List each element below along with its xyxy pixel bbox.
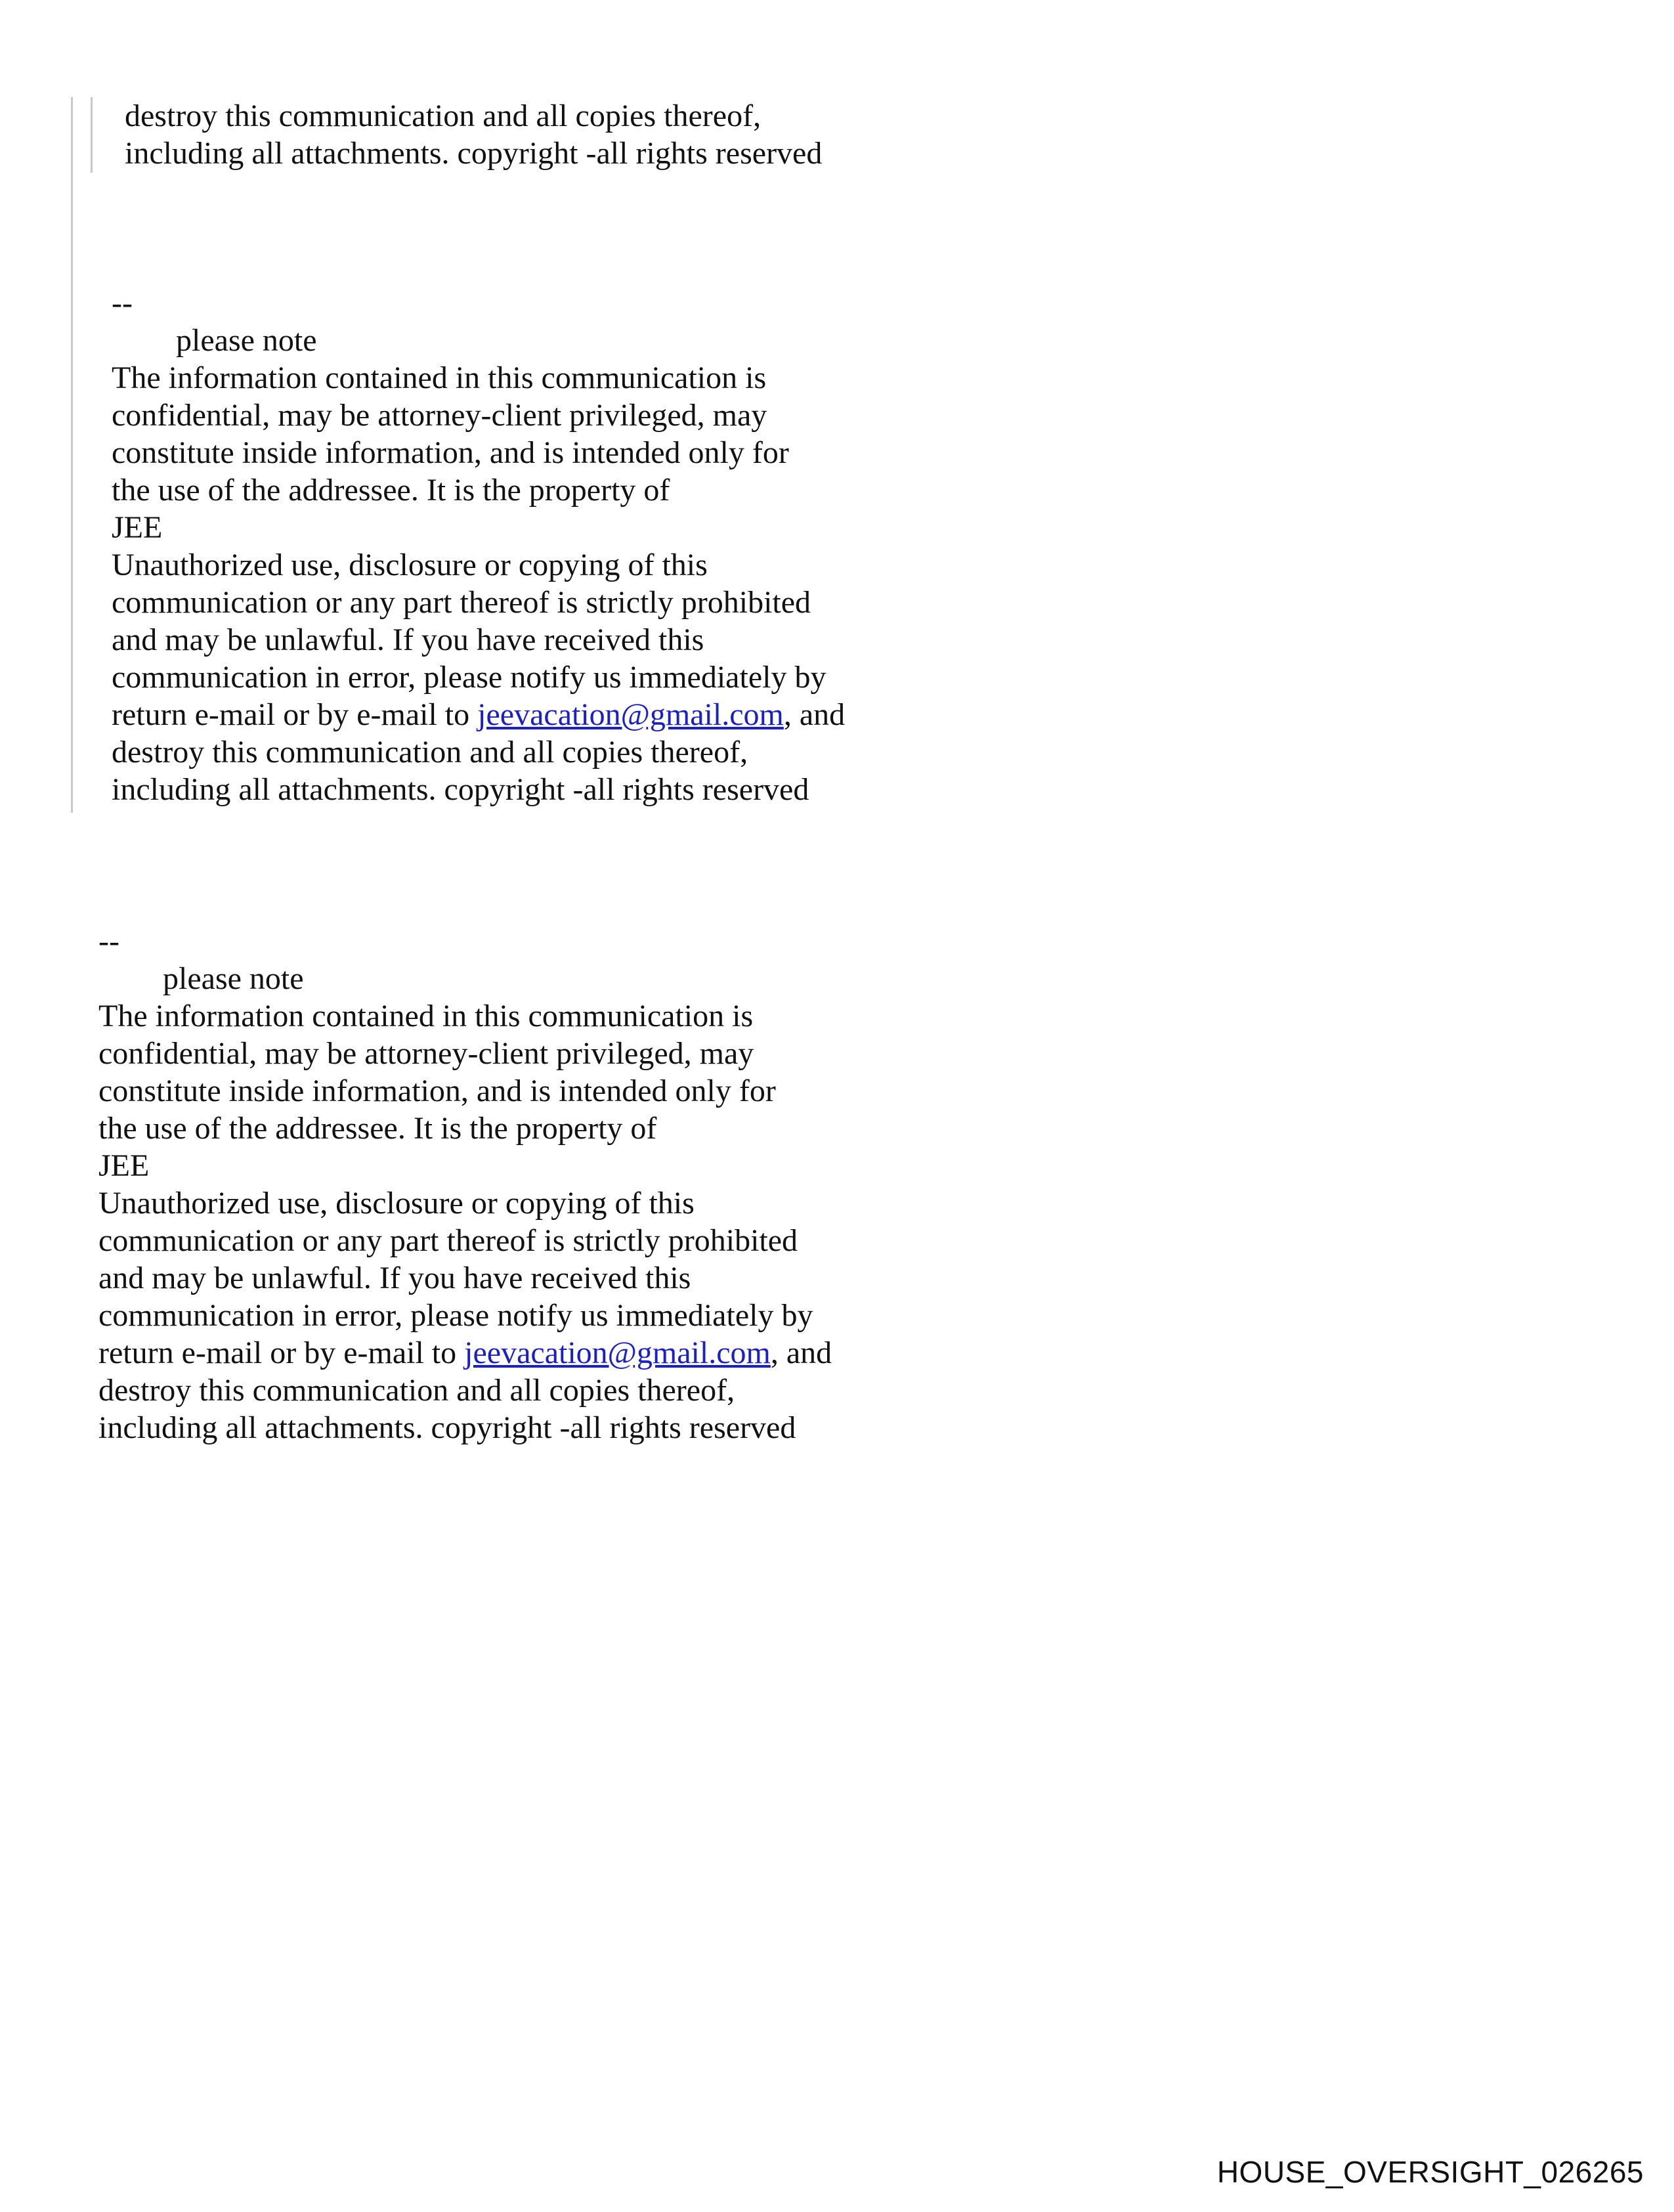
text-line: constitute inside information, and is intended only for bbox=[112, 435, 789, 470]
text-line: communication or any part thereof is strictly prohibited bbox=[112, 585, 811, 620]
document-id: HOUSE_OVERSIGHT_026265 bbox=[1216, 2155, 1644, 2189]
text-line: including all attachments. copyright -all rights reserved bbox=[125, 136, 823, 171]
note-heading: please note bbox=[163, 961, 304, 996]
text-line: communication in error, please notify us immediately by bbox=[98, 1298, 813, 1333]
signature-separator: -- bbox=[112, 286, 133, 320]
text-line: The information contained in this communication is bbox=[98, 999, 754, 1033]
email-line-suffix: , and bbox=[770, 1335, 832, 1370]
email-line bbox=[112, 696, 845, 733]
text-line: confidential, may be attorney-client privileged, may bbox=[112, 398, 767, 433]
text-line: constitute inside information, and is intended only for bbox=[98, 1073, 776, 1108]
text-line: destroy this communication and all copies thereof, bbox=[112, 735, 748, 770]
text-line: JEE bbox=[98, 1148, 150, 1183]
text-line: communication or any part thereof is strictly prohibited bbox=[98, 1223, 798, 1258]
text-line: The information contained in this communication is bbox=[112, 360, 767, 395]
text-line: the use of the addressee. It is the property of bbox=[98, 1111, 657, 1146]
text-line: including all attachments. copyright -all rights reserved bbox=[112, 772, 809, 807]
text-line: including all attachments. copyright -all rights reserved bbox=[98, 1410, 796, 1445]
email-link[interactable]: jeevacation@gmail.com bbox=[464, 1335, 771, 1370]
email-line-prefix: return e-mail or by e-mail to bbox=[98, 1335, 465, 1370]
quote-bar-inner bbox=[91, 97, 93, 173]
text-line: destroy this communication and all copies thereof, bbox=[125, 98, 762, 133]
text-line: destroy this communication and all copies thereof, bbox=[98, 1373, 735, 1408]
email-line bbox=[98, 1334, 832, 1372]
text-line: communication in error, please notify us immediately by bbox=[112, 660, 826, 695]
text-line: JEE bbox=[112, 510, 163, 545]
text-line: the use of the addressee. It is the property of bbox=[112, 473, 670, 508]
text-line: and may be unlawful. If you have received this bbox=[98, 1261, 691, 1295]
note-heading: please note bbox=[176, 323, 317, 358]
email-link[interactable]: jeevacation@gmail.com bbox=[477, 697, 784, 732]
text-line: confidential, may be attorney-client privileged, may bbox=[98, 1036, 754, 1071]
email-line-suffix: , and bbox=[783, 697, 846, 732]
text-line: Unauthorized use, disclosure or copying of this bbox=[98, 1186, 695, 1221]
quote-bar-outer bbox=[71, 97, 73, 813]
email-line-prefix: return e-mail or by e-mail to bbox=[112, 697, 478, 732]
text-line: Unauthorized use, disclosure or copying of this bbox=[112, 548, 708, 582]
text-line: and may be unlawful. If you have received this bbox=[112, 622, 704, 657]
signature-separator: -- bbox=[98, 924, 119, 959]
